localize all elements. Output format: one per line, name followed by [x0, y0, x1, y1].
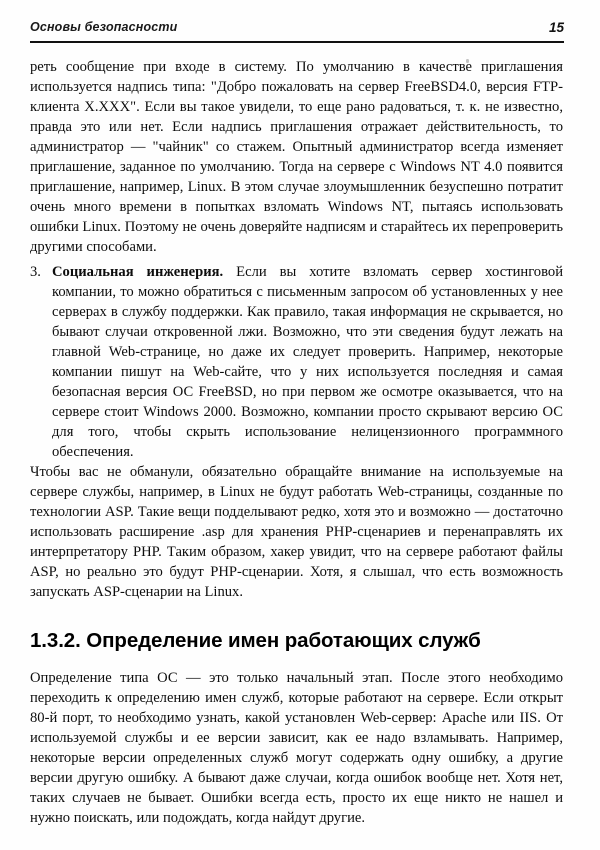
- numbered-list-item-3: [30, 262, 563, 462]
- paragraph-continuation: реть сообщение при входе в систему. По умолчанию в качестве приглашения используется надпись типа: "Добро пожаловать на сервер FreeBSD4.0, версия FTP-клиента X.XXX". Если вы такое увидели, то еще рано радоваться, т. к. не известно, правда это или нет. Если надпись приглашения отражает действительность, то администратор — "чайник" со стажем. Опытный администратор всегда изменяет приглашение, заданное по умолчанию. Тогда на сервере с Windows NT 4.0 появится приглашение, например, Linux. В этом случае злоумышленник безуспешно потратит очень много времени в попытках взломать Windows NT, пытаясь использовать ошибки Linux. Поэтому не очень доверяйте надписям и старайтесь их перепроверить другими способами.: [30, 59, 563, 255]
- list-item-marker: 3.: [30, 264, 41, 280]
- section-heading: 1.3.2. Определение имен работающих служб: [30, 629, 481, 652]
- header-rule: [30, 41, 564, 43]
- list-item-lead-in: Социальная инженерия.: [52, 264, 224, 280]
- running-header-title: Основы безопасности: [30, 20, 178, 34]
- paragraph-service-detection: Определение типа ОС — это только начальный этап. После этого необходимо переходить к определению имен служб, которые работают на сервере. Если открыт 80-й порт, то необходимо узнать, какой установлен Web-сервер: Apache или IIS. От используемой службы и ее версии зависит, как ее надо взламывать. Например, некоторые версии определенных служб могут содержать одну ошибку, а другие версии другую ошибку. А бывают даже случаи, когда ошибок вообще нет. Хотя нет, таких случаев не бывает. Ошибки всегда есть, просто их еще никто не нашел и нужно поискать, или подождать, когда найдут другие.: [30, 670, 563, 826]
- list-item-text: Если вы хотите взломать сервер хостинговой компании, то можно обратиться с письменным запросом об установленных у нее серверах в службу поддержки. Как правило, такая информация не скрывается, но бывают случаи откровенной лжи. Возможно, что эти сведения будут лежать на главной Web-странице, но даже их следует проверить. Например, некоторые компании пишут на Web-сайте, что у них используется последняя и самая безопасная версия ОС FreeBSD, но при первом же осмотре оказывается, что на сервере стоит Windows 2000. Возможно, компании просто скрывают версию ОС для того, чтобы скрыть использование нелицензионного программного обеспечения.: [52, 264, 564, 460]
- page-number: 15: [548, 20, 564, 35]
- section-heading-block: [30, 628, 563, 654]
- text-column: [30, 57, 563, 828]
- paragraph-asp-php: Чтобы вас не обманули, обязательно обращайте внимание на используемые на сервере службы, например, в Linux не будут работать Web-страницы, созданные по технологии ASP. Такие вещи подделывают редко, хотя это и возможно — достаточно использовать расширение .asp для хранения PHP-сценариев и перенаправлять их интерпретатору PHP. Таким образом, хакер увидит, что на сервере работают файлы ASP, но реально это будут PHP-сценарии. Хотя, я слышал, что есть возможность запускать ASP-сценарии на Linux.: [30, 464, 563, 600]
